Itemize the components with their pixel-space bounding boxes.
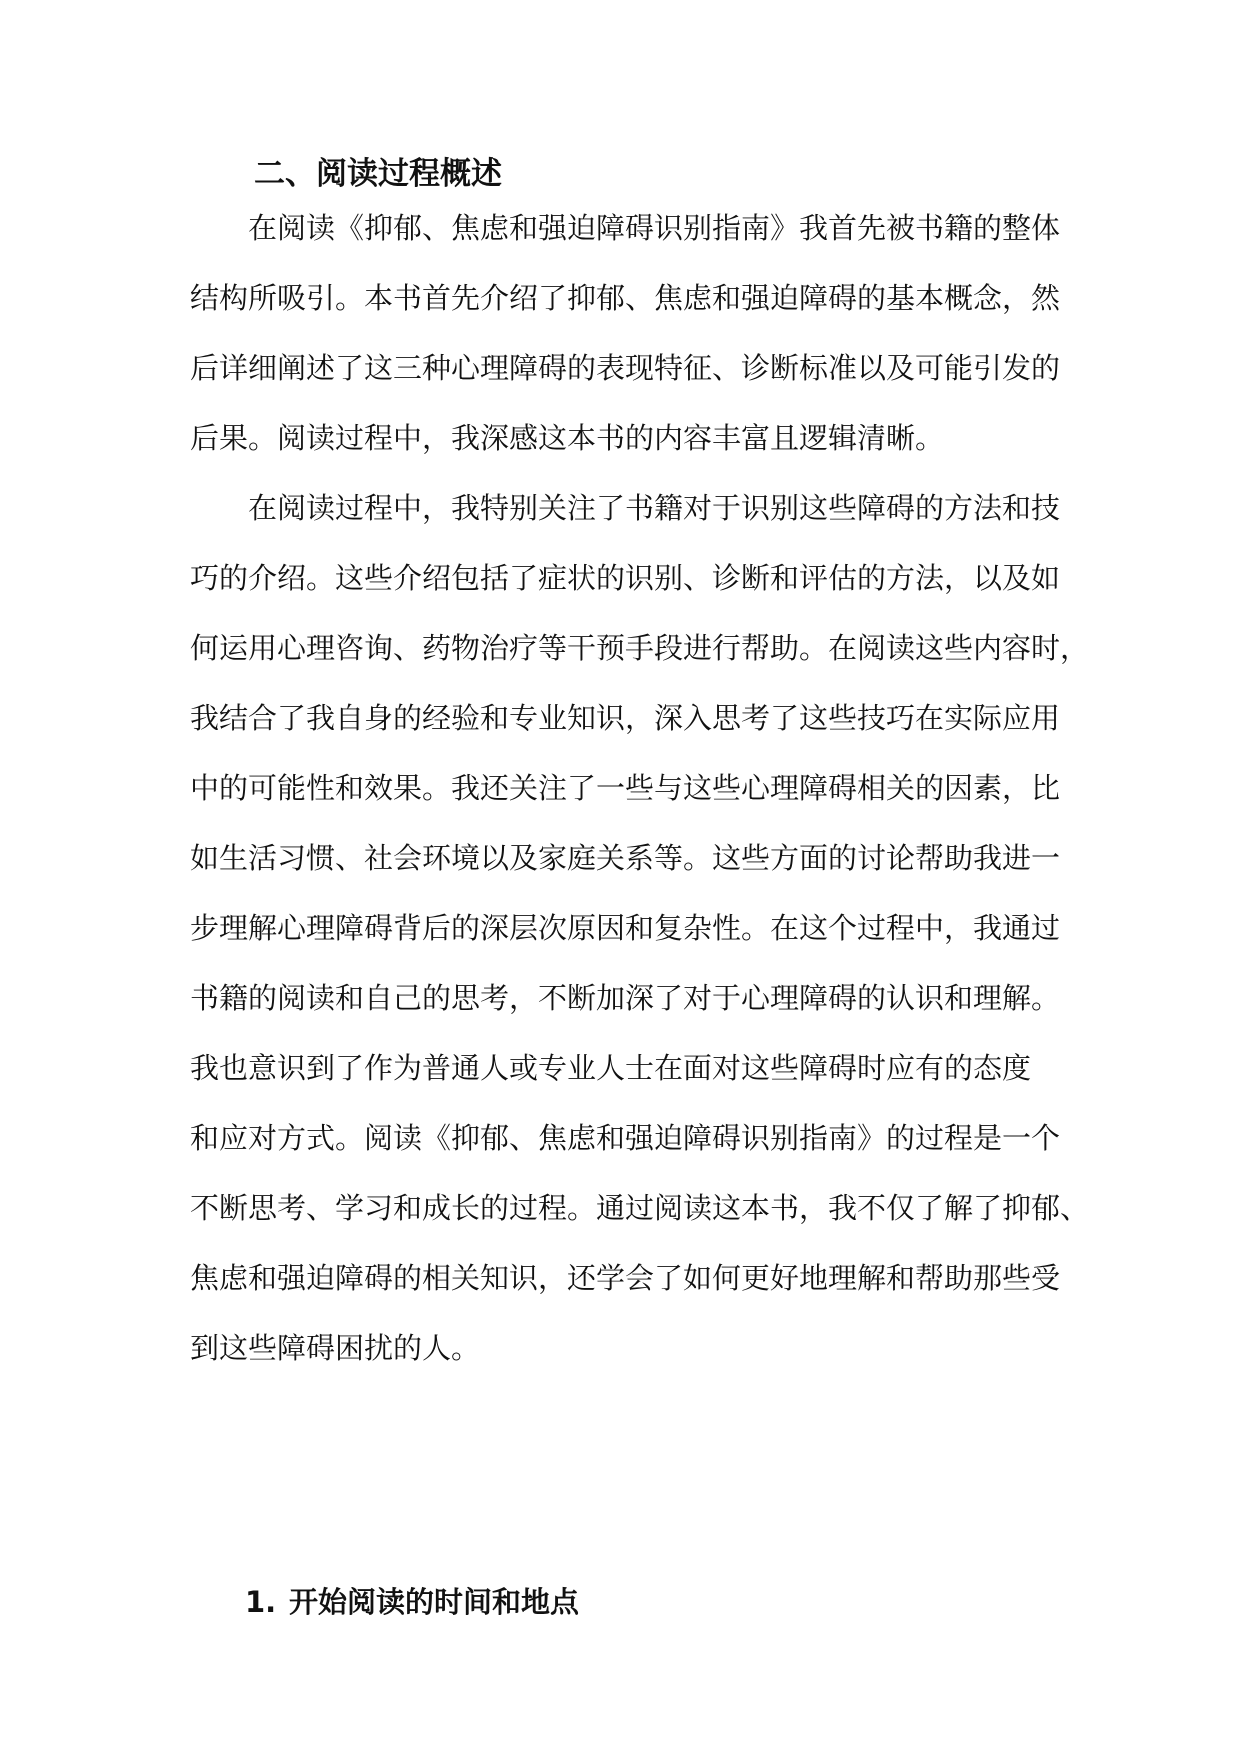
paragraph-line: 不断思考、学习和成长的过程。通过阅读这本书，我不仅了解了抑郁、: [190, 1191, 1090, 1225]
paragraph-line: 到这些障碍困扰的人。: [190, 1331, 481, 1365]
paragraph-line: 焦虑和强迫障碍的相关知识，还学会了如何更好地理解和帮助那些受: [190, 1261, 1061, 1295]
paragraph-line: 后详细阐述了这三种心理障碍的表现特征、诊断标准以及可能引发的: [190, 351, 1061, 385]
paragraph-line: 我结合了我自身的经验和专业知识，深入思考了这些技巧在实际应用: [190, 701, 1061, 735]
paragraph-line: 书籍的阅读和自己的思考，不断加深了对于心理障碍的认识和理解。: [190, 981, 1061, 1015]
paragraph-line: 步理解心理障碍背后的深层次原因和复杂性。在这个过程中，我通过: [190, 911, 1061, 945]
subsection-title: 开始阅读的时间和地点: [289, 1585, 580, 1619]
subsection-number: 1.: [245, 1585, 277, 1619]
paragraph-line: 和应对方式。阅读《抑郁、焦虑和强迫障碍识别指南》的过程是一个: [190, 1121, 1061, 1155]
paragraph-line: 中的可能性和效果。我还关注了一些与这些心理障碍相关的因素，比: [190, 771, 1061, 805]
section-title: 二、阅读过程概述: [254, 156, 502, 192]
paragraph-line: 我也意识到了作为普通人或专业人士在面对这些障碍时应有的态度: [190, 1051, 1032, 1085]
paragraph-line: 如生活习惯、社会环境以及家庭关系等。这些方面的讨论帮助我进一: [190, 841, 1061, 875]
subsection-heading: [245, 1580, 579, 1624]
paragraph-line: 何运用心理咨询、药物治疗等干预手段进行帮助。在阅读这些内容时，: [190, 631, 1090, 665]
paragraph-line: 结构所吸引。本书首先介绍了抑郁、焦虑和强迫障碍的基本概念，然: [190, 281, 1061, 315]
paragraph-line: 巧的介绍。这些介绍包括了症状的识别、诊断和评估的方法，以及如: [190, 561, 1061, 595]
paragraph-line: 在阅读过程中，我特别关注了书籍对于识别这些障碍的方法和技: [248, 491, 1061, 525]
paragraph-line: 在阅读《抑郁、焦虑和强迫障碍识别指南》我首先被书籍的整体: [248, 211, 1061, 245]
paragraph-line: 后果。阅读过程中，我深感这本书的内容丰富且逻辑清晰。: [190, 421, 945, 455]
